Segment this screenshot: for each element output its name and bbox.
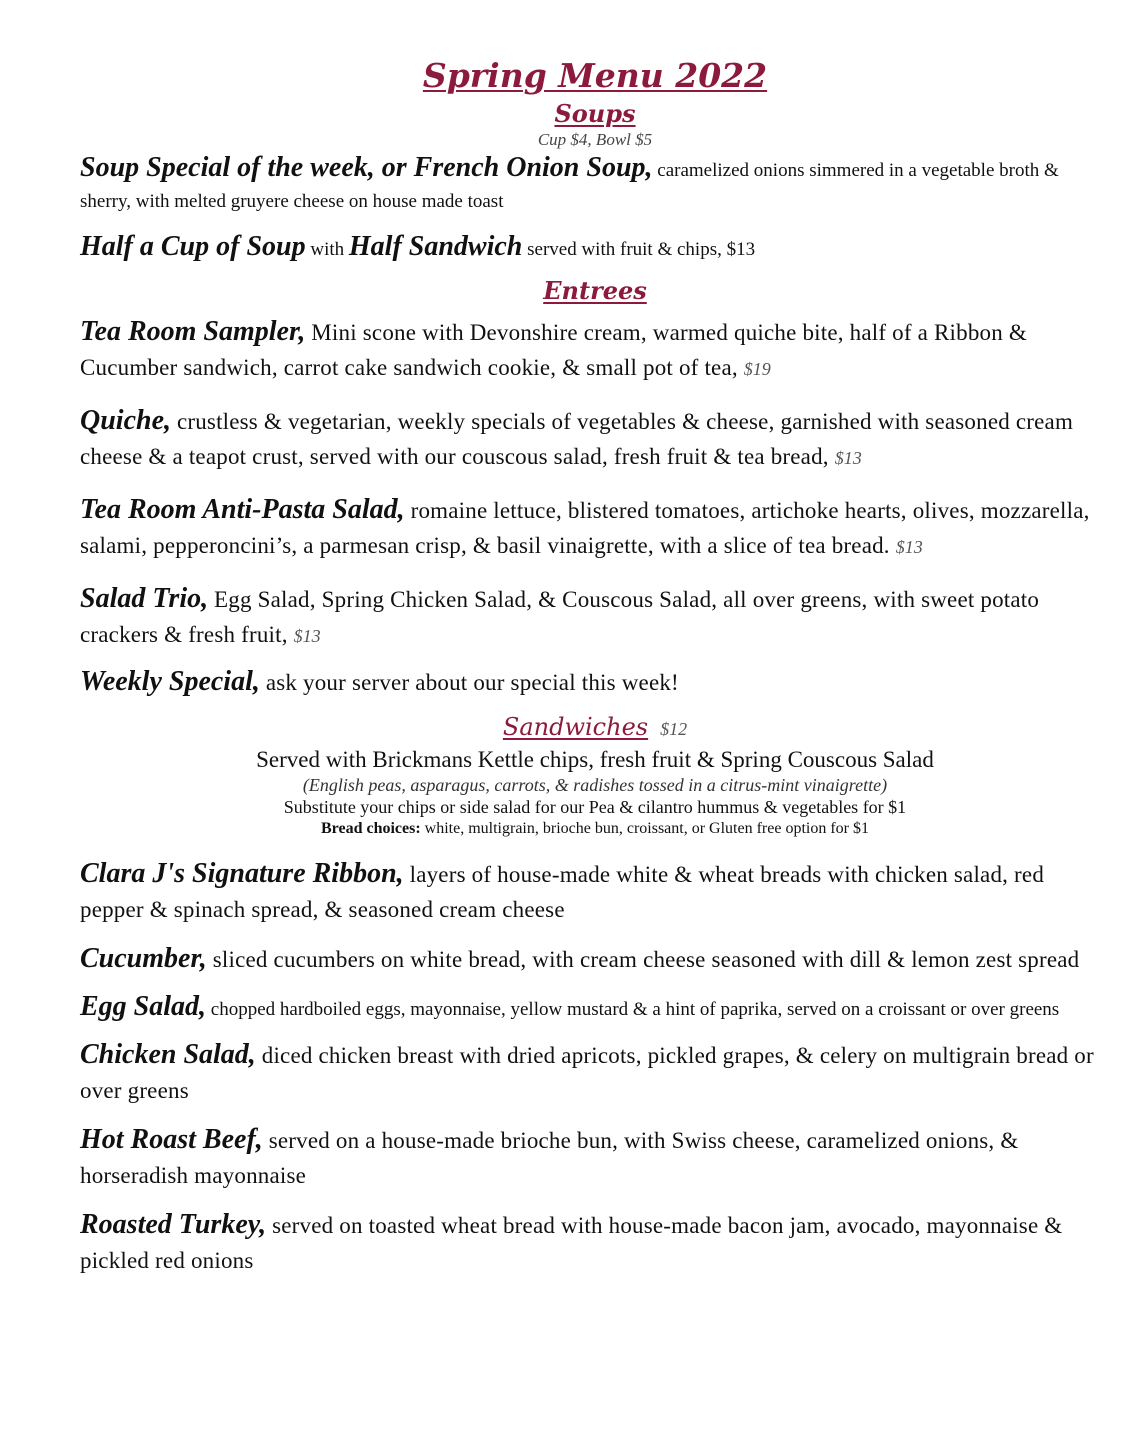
item-name: Tea Room Sampler,: [80, 316, 306, 347]
item-description: served on a house-made brioche bun, with Swiss cheese, caramelized onions, & horseradish mayonnaise: [80, 1128, 1019, 1188]
item-name: Soup Special of the week, or French Onion Soup,: [80, 152, 653, 183]
item-name: Quiche,: [80, 405, 171, 436]
item-description: crustless & vegetarian, weekly specials of vegetables & cheese, garnished with seasoned cream cheese & a teapot crust, served with our couscous salad, fresh fruit & tea bread,: [80, 409, 1074, 469]
item-description: chopped hardboiled eggs, mayonnaise, yellow mustard & a hint of paprika, served on a croissant or over greens: [206, 999, 1060, 1020]
item-name: Salad Trio,: [80, 583, 209, 614]
item-price: $13: [834, 448, 862, 468]
item-description: Mini scone with Devonshire cream, warmed quiche bite, half of a Ribbon & Cucumber sandwich, carrot cake sandwich cookie, & small pot of tea,: [80, 320, 1027, 380]
item-name: Chicken Salad,: [80, 1039, 256, 1070]
menu-page: [80, 55, 1110, 1280]
couscous-description: (English peas, asparagus, carrots, & radishes tossed in a citrus-mint vinaigrette): [302, 775, 888, 795]
menu-item: [80, 993, 1110, 1025]
item-name: Half a Cup of Soup: [80, 231, 306, 262]
menu-item: [80, 943, 1110, 979]
bread-choices: [80, 818, 1110, 840]
menu-item: [80, 583, 1110, 654]
item-description: romaine lettuce, blistered tomatoes, artichoke hearts, olives, mozzarella, salami, pepperoncini’s, a parmesan crisp, & basil vinaigrette, with a slice of tea bread.: [80, 498, 1090, 558]
menu-title: Spring Menu 2022: [422, 56, 768, 95]
bread-choices-label: Bread choices:: [320, 820, 421, 837]
menu-item: [80, 232, 1110, 266]
soups-pricing: Cup $4, Bowl $5: [537, 130, 653, 149]
menu-item: [80, 666, 1110, 702]
menu-item: [80, 316, 1110, 387]
item-name: Weekly Special,: [80, 666, 260, 697]
menu-item: [80, 405, 1110, 476]
menu-item: [80, 1039, 1110, 1110]
item-connector: with: [305, 239, 349, 260]
item-description: Egg Salad, Spring Chicken Salad, & Couscous Salad, all over greens, with sweet potato crackers & fresh fruit,: [80, 587, 1040, 647]
menu-item: [80, 858, 1110, 929]
soups-heading: Soups: [554, 99, 636, 128]
menu-item: [80, 153, 1110, 218]
substitute-note: Substitute your chips or side salad for our Pea & cilantro hummus & vegetables for $1: [283, 797, 907, 817]
item-name: Cucumber,: [80, 943, 207, 974]
item-price: $13: [895, 537, 923, 557]
item-price: $13: [293, 626, 321, 646]
item-name: Tea Room Anti-Pasta Salad,: [80, 494, 405, 525]
sandwich-sides-line: Served with Brickmans Kettle chips, fresh fruit & Spring Couscous Salad: [256, 747, 934, 772]
menu-item: [80, 1124, 1110, 1195]
sandwiches-heading: Sandwiches: [502, 713, 649, 741]
item-name: Roasted Turkey,: [80, 1209, 267, 1240]
menu-item: [80, 494, 1110, 565]
sandwiches-price: $12: [660, 719, 688, 739]
item-name: Egg Salad,: [80, 991, 207, 1022]
item-name: Half Sandwich: [348, 231, 523, 262]
item-price: $19: [743, 359, 771, 379]
bread-choices-text: white, multigrain, brioche bun, croissant, or Gluten free option for $1: [420, 820, 870, 837]
item-description: diced chicken breast with dried apricots, pickled grapes, & celery on multigrain bread or over greens: [80, 1043, 1094, 1103]
entrees-heading: Entrees: [543, 276, 647, 305]
item-description: caramelized onions simmered in a vegetable broth & sherry, with melted gruyere cheese on house made toast: [80, 160, 1059, 212]
item-name: Hot Roast Beef,: [80, 1124, 263, 1155]
menu-item: [80, 1209, 1110, 1280]
item-description: served with fruit & chips, $13: [522, 239, 756, 260]
item-description: served on toasted wheat bread with house-made bacon jam, avocado, mayonnaise & pickled red onions: [80, 1213, 1063, 1273]
item-description: layers of house-made white & wheat breads with chicken salad, red pepper & spinach spread, & seasoned cream cheese: [80, 862, 1045, 922]
item-description: sliced cucumbers on white bread, with cream cheese seasoned with dill & lemon zest spread: [206, 947, 1080, 972]
item-name: Clara J's Signature Ribbon,: [80, 858, 404, 889]
item-description: ask your server about our special this week!: [259, 670, 679, 695]
